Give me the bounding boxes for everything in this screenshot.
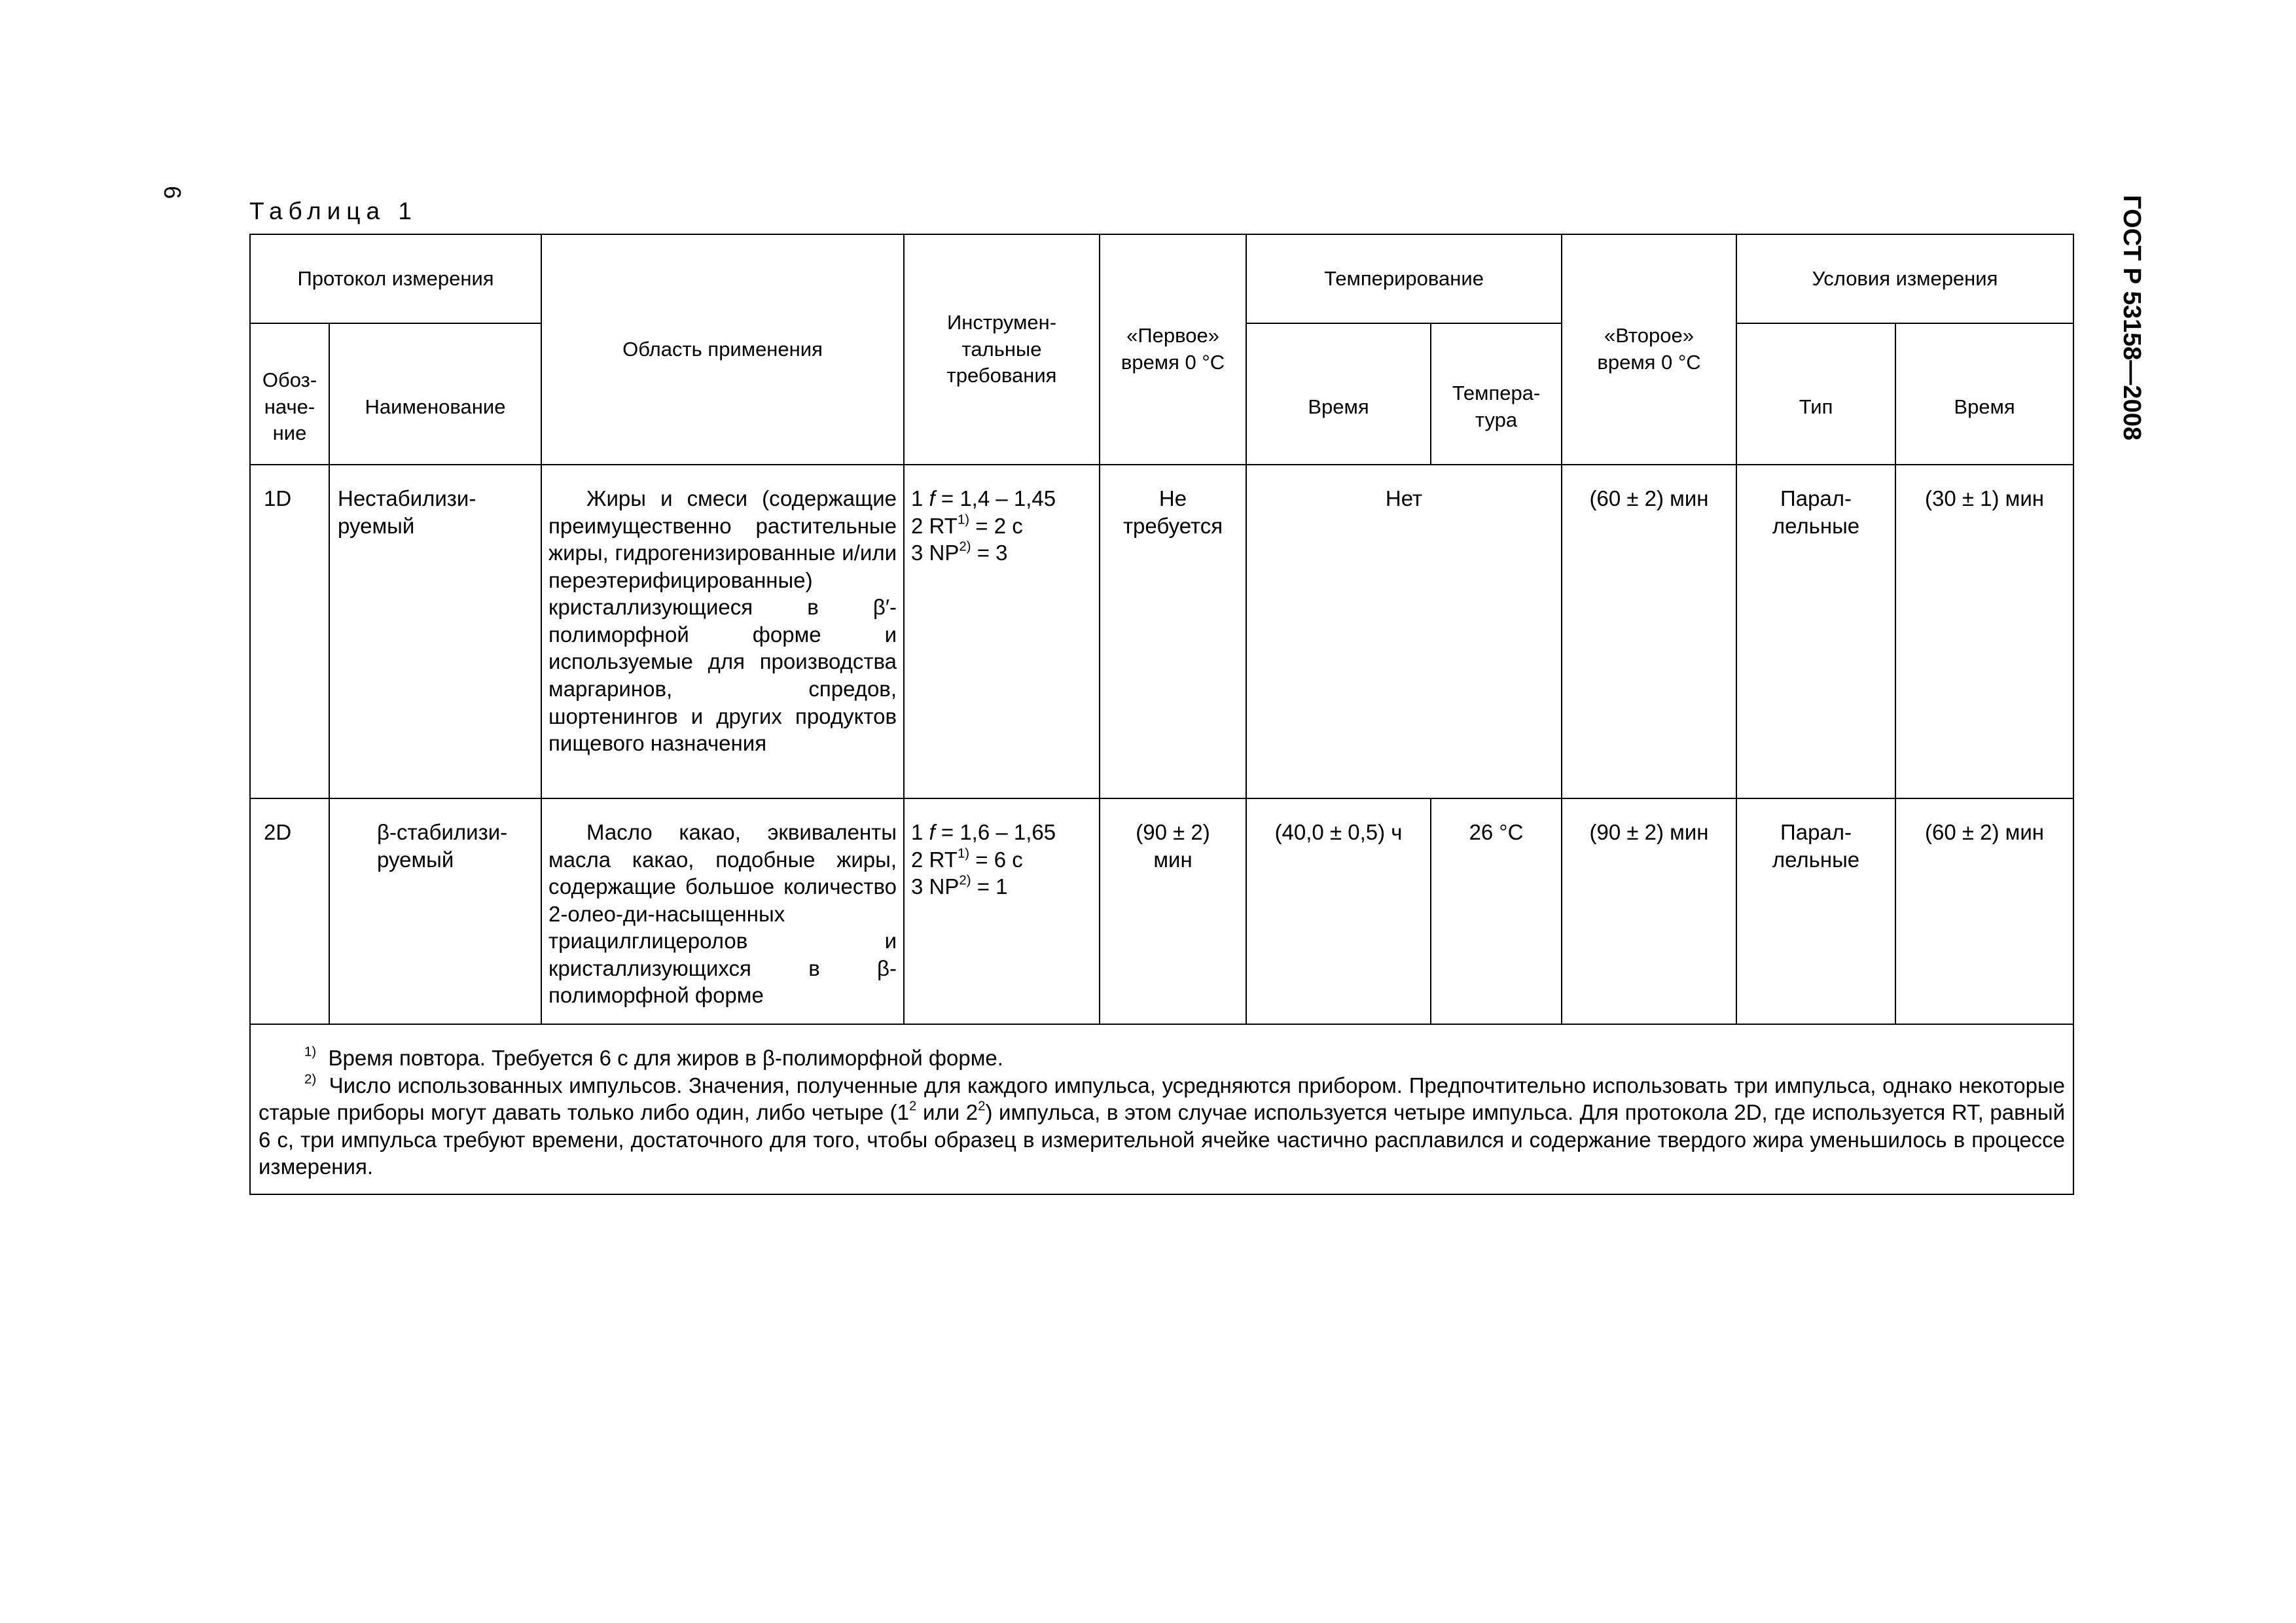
instr-value: = 1,6 – 1,65 [935,820,1056,844]
row-2-tempering-temperature: 26 °С [1431,798,1562,1024]
row-2-first-time-text: (90 ± 2) мин [1136,820,1210,872]
row-2-name [329,798,541,1024]
row-2-designation: 2D [250,798,329,1024]
row-1-first-time-text: Не требуется [1122,486,1223,538]
row-1-scope: Жиры и смеси (содержащие преимущественно растительные жиры, гидрогенизированные и/или переэтерифицированные) кристаллизующиеся в β′-полиморфной форме и используемые для производства маргаринов, спредов, шортенингов и других продуктов пищевого назначения [541,465,904,798]
header-tempering-temperature-text: Темпера- тура [1452,382,1541,431]
header-condition-time-text: Время [1954,395,2015,418]
footnote-ref: 1) [957,512,970,527]
row-1-condition-time: (30 ± 1) мин [1895,465,2073,798]
footnote-2-sup-a: 2 [908,1098,917,1114]
row-1-condition-type [1736,465,1895,798]
row-2-instr-line-1 [911,819,1092,846]
footnote-ref: 2) [959,872,971,888]
row-2-instrument-requirements [904,798,1100,1024]
header-designation [250,323,329,465]
table-row [250,465,2073,798]
header-condition-time [1895,323,2073,465]
instr-variable: f [929,820,935,844]
header-row-1 [250,234,2073,323]
header-protocol: Протокол измерения [250,234,541,323]
footnote-1-text: Время повтора. Требуется 6 с для жиров в β-полиморфной форме. [328,1046,1003,1070]
row-2-first-time [1100,798,1246,1024]
header-tempering: Темперирование [1246,234,1562,323]
instr-prefix: 1 [911,820,929,844]
row-1-designation: 1D [250,465,329,798]
row-1-instr-line-2 [911,512,1092,540]
footnote-ref: 1) [957,846,970,861]
footnotes-row [250,1024,2073,1194]
row-1-name [329,465,541,798]
row-2-condition-time: (60 ± 2) мин [1895,798,2073,1024]
header-instrument-requirements [904,234,1100,465]
instr-value: = 6 с [969,847,1023,872]
header-designation-text: Обоз- наче- ние [262,368,317,445]
instr-value: = 3 [971,541,1008,565]
footnote-1-mark: 1) [304,1044,317,1060]
header-first-time [1100,234,1246,465]
header-tempering-time-text: Время [1308,395,1369,418]
instr-value: = 1 [971,874,1008,899]
row-1-second-time: (60 ± 2) мин [1562,465,1736,798]
table-row [250,798,2073,1024]
instr-variable: f [929,486,935,510]
instr-prefix: 2 RT [911,847,958,872]
instr-prefix: 3 NP [911,541,960,565]
header-condition-type [1736,323,1895,465]
header-tempering-time [1246,323,1431,465]
header-tempering-temperature [1431,323,1562,465]
row-2-name-text: β-стабилизи- руемый [377,820,508,872]
header-name [329,323,541,465]
row-2-tempering-time: (40,0 ± 0,5) ч [1246,798,1431,1024]
row-2-instr-line-3 [911,873,1092,901]
instr-value: = 2 с [969,513,1023,538]
instr-prefix: 1 [911,486,929,510]
header-condition-type-text: Тип [1799,395,1833,418]
row-1-name-text: Нестабилизи- руемый [338,486,476,538]
footnote-1 [259,1044,2065,1072]
footnote-2-sup-b: 2 [978,1098,986,1114]
footnotes-cell [250,1024,2073,1194]
row-1-instr-line-3 [911,539,1092,567]
header-instrument-text: Инструмен- тальные требования [946,310,1057,387]
row-2-condition-type [1736,798,1895,1024]
row-2-condition-type-text: Парал- лельные [1772,820,1860,872]
row-1-condition-type-text: Парал- лельные [1772,486,1860,538]
header-conditions: Условия измерения [1736,234,2073,323]
footnote-2 [259,1072,2065,1181]
footnote-2-text-c: ) импульса, в этом случае используется четыре импульса. Для протокола 2D, где используется RT, равный 6 с, три импульса требуют времени, достаточного для того, чтобы образец в измерительной ячейке частично расплавился и содержание твердого жира уменьшилось в процессе измерения. [259,1100,2066,1179]
footnote-2-text-a: Число использованных импульсов. Значения, полученные для каждого импульса, усредняются прибором. Предпочтительно использовать три импульса, однако некоторые старые приборы могут давать только либо один, либо четыре (1 [259,1073,2066,1125]
row-1-instrument-requirements [904,465,1100,798]
row-2-scope: Масло какао, эквиваленты масла какао, подобные жиры, содержащие большое количество 2-олео-ди-насыщенных триацилглицеролов и кристаллизующихся в β-полиморфной форме [541,798,904,1024]
footnote-ref: 2) [959,539,971,554]
footnote-2-text-b: или 2 [916,1100,978,1125]
row-2-second-time: (90 ± 2) мин [1562,798,1736,1024]
document-code: ГОСТ Р 53158—2008 [2118,195,2145,440]
row-1-first-time [1100,465,1246,798]
header-scope: Область применения [541,234,904,465]
header-first-time-text: «Первое» время 0 °С [1121,324,1225,374]
header-second-time-text: «Второе» время 0 °С [1597,324,1701,374]
instr-prefix: 2 RT [911,513,958,538]
measurement-protocol-table [249,234,2074,1195]
header-second-time [1562,234,1736,465]
instr-prefix: 3 NP [911,874,960,899]
instr-value: = 1,4 – 1,45 [935,486,1056,510]
row-2-instr-line-2 [911,846,1092,874]
footnote-2-mark: 2) [304,1071,317,1087]
row-1-instr-line-1 [911,485,1092,512]
table-caption: Таблица 1 [249,198,418,224]
header-name-text: Наименование [365,395,506,418]
page-number: 6 [159,186,186,200]
row-1-tempering: Нет [1246,465,1562,798]
